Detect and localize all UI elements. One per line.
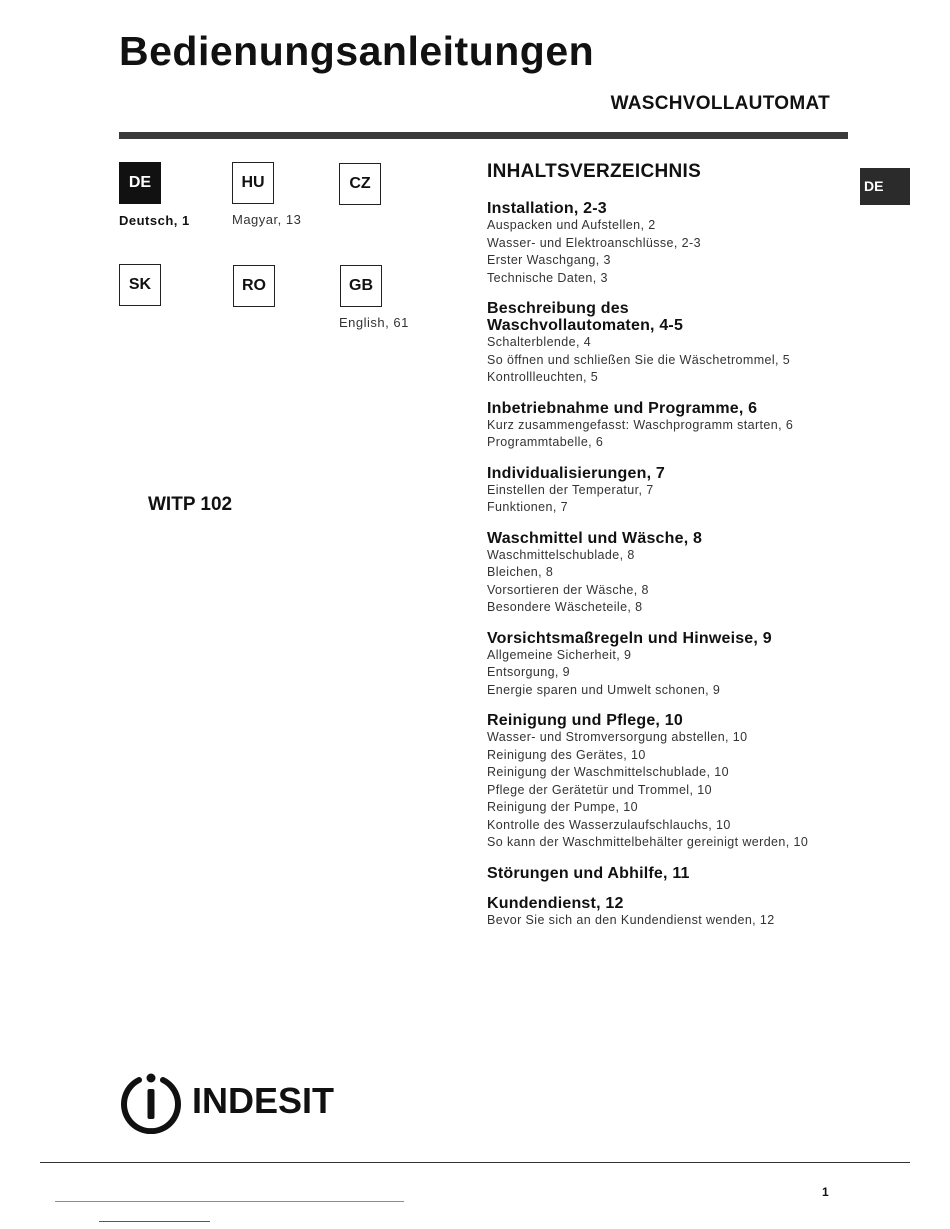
- toc-item[interactable]: Kurz zusammengefasst: Waschprogramm starten, 6: [487, 417, 794, 432]
- brand-logo: [119, 1070, 349, 1134]
- toc-section-title[interactable]: Individualisierungen, 7: [487, 464, 665, 482]
- toc-section-title-line1[interactable]: Beschreibung des: [487, 300, 629, 317]
- toc-item[interactable]: Reinigung der Waschmittelschublade, 10: [487, 765, 729, 779]
- toc-item[interactable]: Bleichen, 8: [487, 565, 554, 579]
- lang-caption-gb: English, 61: [339, 315, 409, 330]
- toc-item[interactable]: Vorsortieren der Wäsche, 8: [487, 582, 649, 597]
- toc-item[interactable]: Waschmittelschublade, 8: [487, 547, 635, 562]
- lang-box-ro[interactable]: RO: [233, 265, 275, 307]
- lang-box-hu[interactable]: HU: [232, 162, 274, 204]
- toc-item[interactable]: Programmtabelle, 6: [487, 435, 604, 449]
- toc-heading: INHALTSVERZEICHNIS: [487, 161, 702, 182]
- toc-section-title[interactable]: Vorsichtsmaßregeln und Hinweise, 9: [487, 629, 772, 647]
- toc-item[interactable]: Technische Daten, 3: [487, 270, 608, 285]
- toc-section-title[interactable]: Installation, 2-3: [487, 200, 607, 217]
- toc-item[interactable]: Kontrollleuchten, 5: [487, 370, 599, 384]
- toc-section-installation: [487, 200, 887, 287]
- toc-item[interactable]: Reinigung der Pumpe, 10: [487, 800, 638, 814]
- toc-section-title[interactable]: Kundendienst, 12: [487, 894, 624, 912]
- toc-section-waschmittel: [487, 530, 887, 617]
- toc-item[interactable]: Bevor Sie sich an den Kundendienst wenden, 12: [487, 912, 775, 927]
- toc-section-stoerungen: [487, 865, 887, 882]
- toc-section-title[interactable]: Reinigung und Pflege, 10: [487, 712, 683, 729]
- lang-caption-de: Deutsch, 1: [119, 213, 190, 228]
- toc-item[interactable]: Pflege der Gerätetür und Trommel, 10: [487, 782, 712, 797]
- page-number: 1: [822, 1185, 829, 1199]
- document-subtitle: WASCHVOLLAUTOMAT: [610, 93, 830, 114]
- footer-rule-divider: [40, 1162, 910, 1163]
- toc-section-beschreibung: [487, 300, 887, 387]
- toc-item[interactable]: Funktionen, 7: [487, 500, 568, 514]
- toc-item[interactable]: Entsorgung, 9: [487, 665, 571, 679]
- toc-item[interactable]: So kann der Waschmittelbehälter gereinigt werden, 10: [487, 835, 809, 849]
- blue-underline-mark: [99, 1221, 210, 1222]
- lang-box-sk[interactable]: SK: [119, 264, 161, 306]
- toc-item[interactable]: Wasser- und Elektroanschlüsse, 2-3: [487, 235, 701, 250]
- red-underline-mark: [55, 1201, 404, 1202]
- toc-item[interactable]: Wasser- und Stromversorgung abstellen, 10: [487, 730, 748, 744]
- toc-item[interactable]: Reinigung des Gerätes, 10: [487, 747, 646, 762]
- toc-item[interactable]: Schalterblende, 4: [487, 335, 592, 349]
- toc-item[interactable]: Erster Waschgang, 3: [487, 253, 611, 267]
- toc-section-kundendienst: [487, 895, 887, 930]
- lang-box-de[interactable]: DE: [119, 162, 161, 204]
- toc-item[interactable]: Energie sparen und Umwelt schonen, 9: [487, 682, 721, 697]
- toc-item[interactable]: Allgemeine Sicherheit, 9: [487, 647, 632, 662]
- indesit-power-i-logo-icon: [119, 1070, 183, 1134]
- lang-box-cz[interactable]: CZ: [339, 163, 381, 205]
- toc-section-individualisierungen: [487, 465, 887, 517]
- brand-logo-text: INDESIT: [192, 1080, 335, 1121]
- toc-section-title[interactable]: Störungen und Abhilfe, 11: [487, 864, 690, 882]
- toc-item[interactable]: Einstellen der Temperatur, 7: [487, 482, 654, 497]
- toc-section-reinigung: [487, 712, 887, 852]
- toc-item[interactable]: Kontrolle des Wasserzulaufschlauchs, 10: [487, 817, 731, 832]
- toc-section-title[interactable]: Waschmittel und Wäsche, 8: [487, 529, 703, 547]
- toc-item[interactable]: So öffnen und schließen Sie die Wäschetrommel, 5: [487, 352, 791, 367]
- lang-box-gb[interactable]: GB: [340, 265, 382, 307]
- toc-item[interactable]: Besondere Wäscheteile, 8: [487, 600, 643, 614]
- toc-item[interactable]: Auspacken und Aufstellen, 2: [487, 218, 656, 232]
- toc-section-vorsichtsmassregeln: [487, 630, 887, 700]
- document-title: Bedienungsanleitungen: [119, 28, 595, 74]
- side-language-tab: DE: [860, 168, 910, 205]
- toc-section-title[interactable]: Inbetriebnahme und Programme, 6: [487, 399, 758, 417]
- toc-section-title-line2[interactable]: Waschvollautomaten, 4-5: [487, 317, 684, 334]
- top-rule-divider: [119, 132, 848, 139]
- toc-section-inbetriebnahme: [487, 400, 887, 452]
- lang-caption-hu: Magyar, 13: [232, 212, 302, 227]
- table-of-contents: [487, 160, 887, 942]
- model-number: WITP 102: [148, 494, 233, 515]
